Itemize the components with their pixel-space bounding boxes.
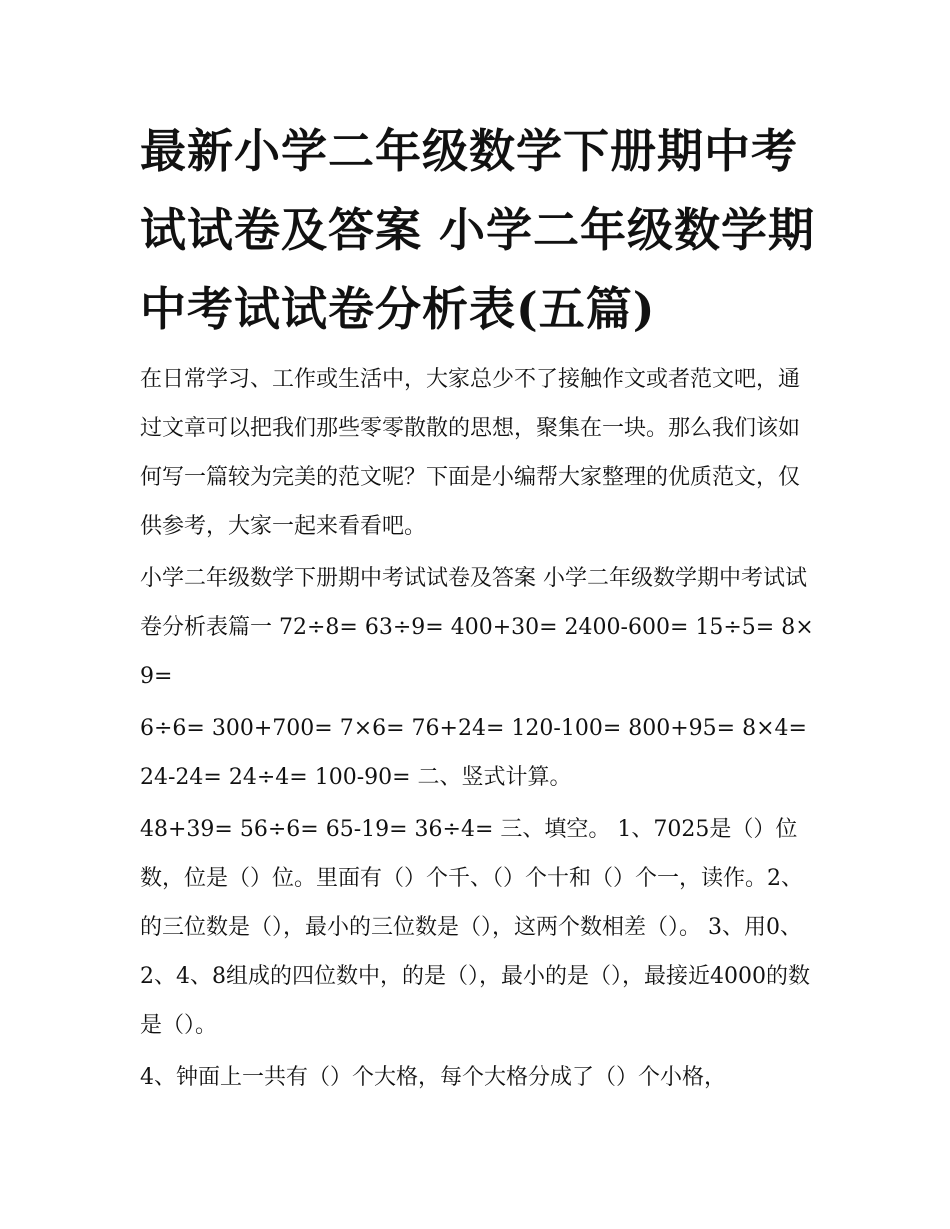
paragraph-oral-calc: 6÷6= 300+700= 7×6= 76+24= 120-100= 800+95= 8×4= 24-24= 24÷4= 100-90= 二、竖式计算。	[140, 716, 807, 790]
document-title: 最新小学二年级数学下册期中考试试卷及答案 小学二年级数学期中考试试卷分析表(五篇)	[140, 124, 816, 336]
paragraph-clock-question: 4、钟面上一共有（）个大格，每个大格分成了（）个小格，	[140, 1065, 726, 1090]
paragraph-intro: 在日常学习、工作或生活中，大家总少不了接触作文或者范文吧，通过文章可以把我们那些零零散散的思想，聚集在一块。那么我们该如何写一篇较为完美的范文呢？下面是小编帮大家整理的优质范文，仅供参考，大家一起来看看吧。	[140, 367, 801, 539]
document-page	[140, 112, 820, 1105]
paragraph-fill-blank: 48+39= 56÷6= 65-19= 36÷4= 三、填空。 1、7025是（）位数，位是（）位。里面有（）个千、（）个十和（）个一，读作。2、的三位数是（），最小的三位数是（），这两个数相差（）。 3、用0、2、4、8组成的四位数中，的是（），最小的是（），最接近4000的数是（）。	[140, 817, 810, 1038]
paragraph-section-one: 小学二年级数学下册期中考试试卷及答案 小学二年级数学期中考试试卷分析表篇一 72÷8= 63÷9= 400+30= 2400-600= 15÷5= 8×9=	[140, 566, 814, 689]
